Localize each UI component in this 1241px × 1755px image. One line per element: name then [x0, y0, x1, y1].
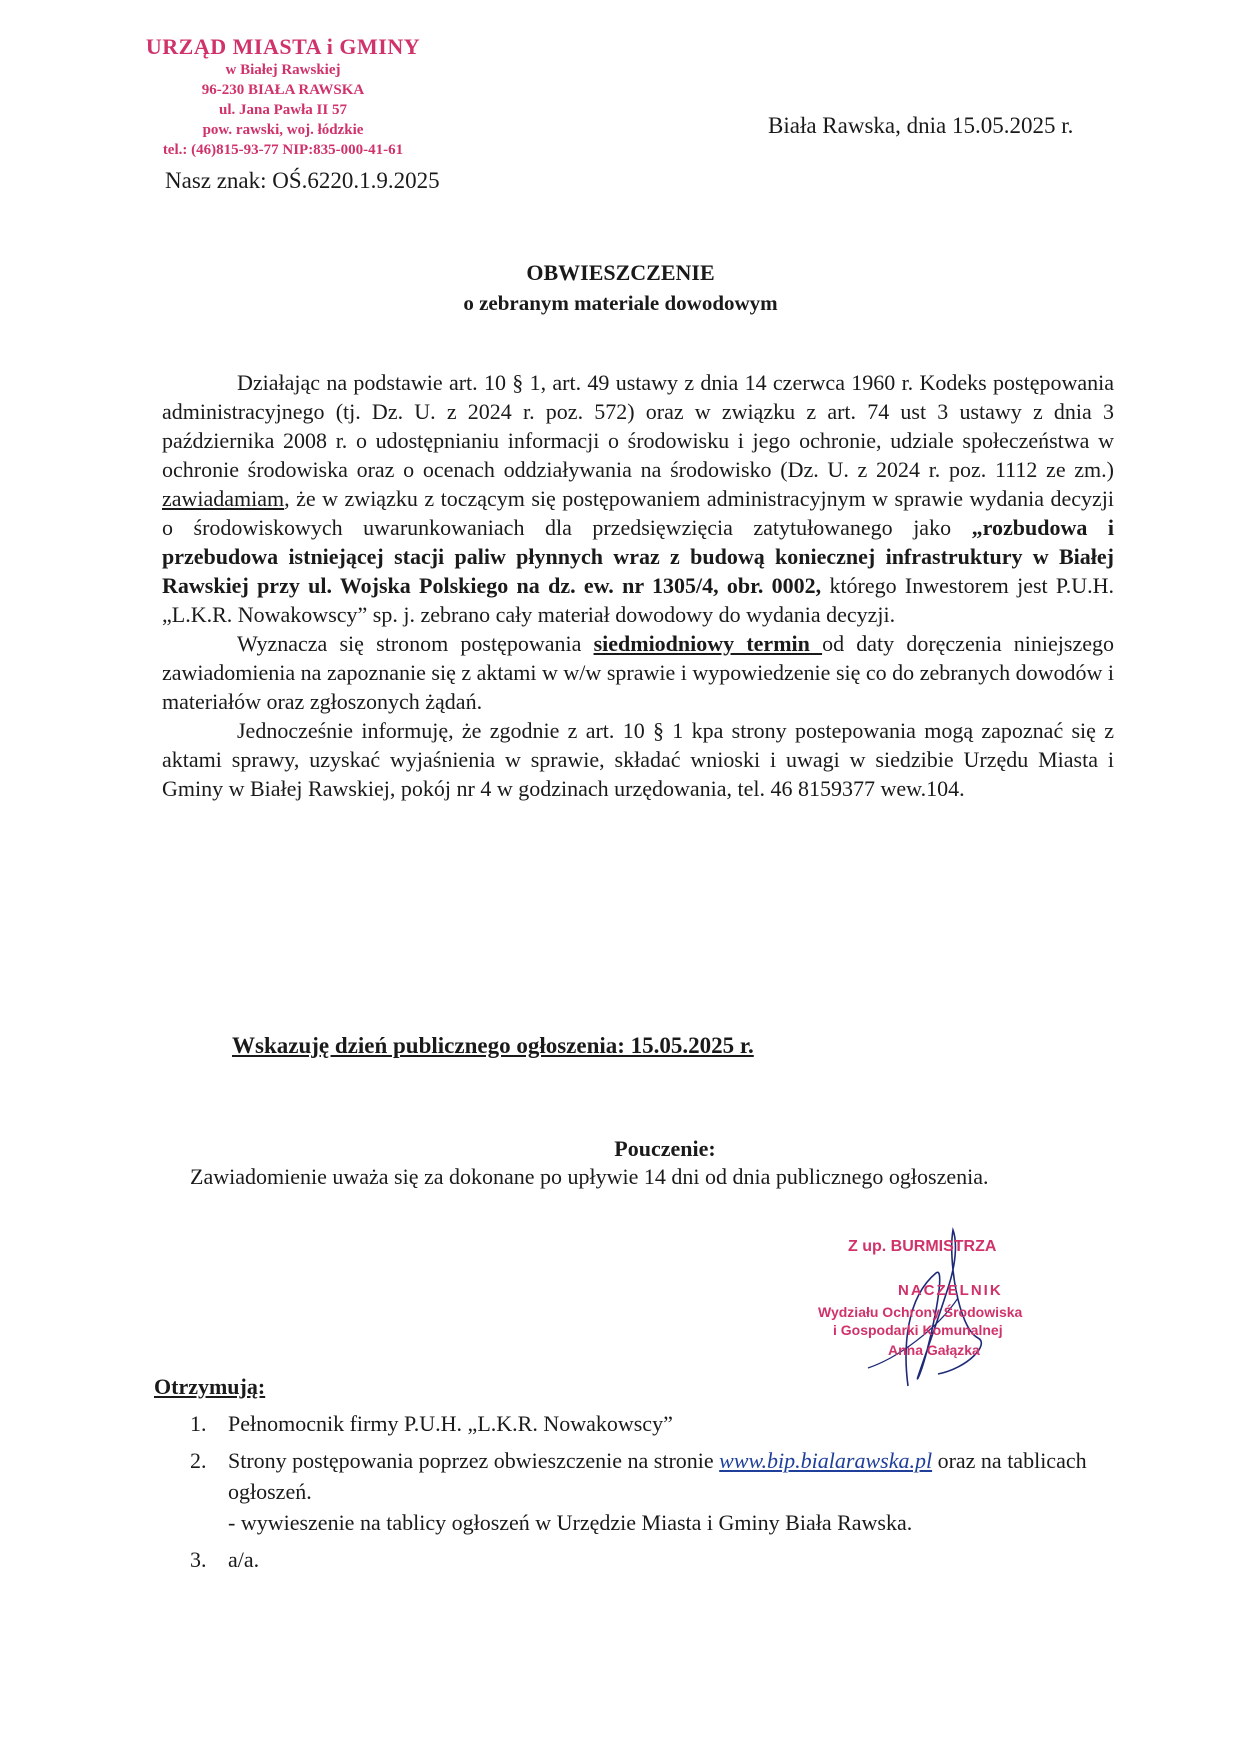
- recipients-heading: Otrzymują:: [154, 1374, 266, 1399]
- office-stamp: [118, 34, 448, 160]
- stamp-line: Anna Gałązka: [888, 1342, 980, 1358]
- text-run: od daty doręczenia niniejszego zawiadomienia na zapoznanie się z aktami w w/w sprawie i wypowiedzenie się co do zebranych dowodów i materiałów oraz zgłoszonych żądań.: [162, 631, 1114, 714]
- list-item-text: oraz na tablicach ogłoszeń.: [228, 1448, 1087, 1504]
- list-item-text: Pełnomocnik firmy P.U.H. „L.K.R. Nowakowscy”: [228, 1411, 673, 1436]
- list-item-subtext: - wywieszenie na tablicy ogłoszeń w Urzędzie Miasta i Gminy Biała Rawska.: [228, 1510, 913, 1535]
- paragraph-3: Jednocześnie informuję, że zgodnie z art. 10 § 1 kpa strony postepowania mogą zapoznać się z aktami sprawy, uzyskać wyjaśnienia w sprawie, składać wnioski i uwagi w siedzibie Urzędu Miasta i Gminy w Białej Rawskiej, pokój nr 4 w godzinach urzędowania, tel. 46 8159377 wew.104.: [162, 718, 1114, 801]
- deadline-text: siedmiodniowy termin: [593, 631, 823, 656]
- document-body: [162, 368, 1114, 803]
- stamp-line: tel.: (46)815-93-77 NIP:835-000-41-61: [162, 142, 404, 158]
- stamp-line: ul. Jana Pawła II 57: [219, 102, 347, 118]
- paragraph-1: [162, 368, 1114, 629]
- text-run: którego Inwestorem jest P.U.H. „L.K.R. Nowakowscy” sp. j. zebrano cały materiał dowodowy do wydania decyzji.: [162, 573, 1114, 627]
- document-title: OBWIESZCZENIE: [526, 260, 715, 285]
- list-number: 2.: [190, 1448, 207, 1473]
- recipients-list: [190, 1408, 1110, 1581]
- stamp-line: NACZELNIK: [898, 1282, 1003, 1299]
- stamp-line: URZĄD MIASTA i GMINY: [145, 34, 421, 59]
- list-item-text: a/a.: [228, 1547, 260, 1572]
- list-number: 1.: [190, 1411, 207, 1436]
- paragraph-2: [162, 629, 1114, 716]
- stamp-line: Wydziału Ochrony Środowiska: [818, 1304, 1023, 1320]
- stamp-line: Z up. BURMISTRZA: [848, 1238, 997, 1255]
- text-run: Działając na podstawie art. 10 § 1, art. 49 ustawy z dnia 14 czerwca 1960 r. Kodeks postępowania administracyjnego (tj. Dz. U. z 2024 r. poz. 572) oraz w związku z art. 74 ust 3 ustawy z dnia 3 października 2008 r. o udostępnianiu informacji o środowisku i jego ochronie, udziale społeczeństwa w ochronie środowiska oraz o ocenach oddziaływania na środowisko (Dz. U. z 2024 r. poz. 1112 ze zm.): [162, 370, 1114, 482]
- underlined-text: zawiadamiam: [162, 486, 285, 511]
- list-item: [190, 1544, 1110, 1575]
- reference-number: Nasz znak: OŚ.6220.1.9.2025: [165, 168, 440, 193]
- list-item: [190, 1445, 1110, 1538]
- text-run: , że w związku z toczącym się postępowaniem administracyjnym w sprawie wydania decyzji o środowiskowych uwarunkowaniach dla przedsięwzięcia zatytułowanego jako: [162, 486, 1114, 540]
- stamp-line: w Białej Rawskiej: [225, 62, 341, 78]
- stamp-line: 96-230 BIAŁA RAWSKA: [201, 82, 365, 98]
- signature-stamp: [808, 1218, 1038, 1398]
- publication-date: Wskazuję dzień publicznego ogłoszenia: 15.05.2025 r.: [232, 1033, 754, 1058]
- list-item: [190, 1408, 1110, 1439]
- list-number: 3.: [190, 1547, 207, 1572]
- project-name: „rozbudowa i przebudowa istniejącej stacji paliw płynnych wraz z budową koniecznej infrastruktury w Białej Rawskiej przy ul. Wojska Polskiego na dz. ew. nr 1305/4, obr. 0002,: [162, 515, 1114, 598]
- bip-link[interactable]: www.bip.bialarawska.pl: [719, 1448, 933, 1473]
- place-and-date: Biała Rawska, dnia 15.05.2025 r.: [768, 113, 1074, 138]
- title-block: [0, 258, 1241, 318]
- stamp-line: i Gospodarki Komunalnej: [833, 1322, 1003, 1338]
- instruction-text: Zawiadomienie uważa się za dokonane po upływie 14 dni od dnia publicznego ogłoszenia.: [190, 1164, 989, 1189]
- instruction-heading: Pouczenie:: [614, 1136, 716, 1161]
- text-run: Wyznacza się stronom postępowania: [237, 631, 594, 656]
- document-subtitle: o zebranym materiale dowodowym: [463, 291, 778, 315]
- stamp-line: pow. rawski, woj. łódzkie: [202, 122, 364, 138]
- list-item-text: Strony postępowania poprzez obwieszczenie na stronie: [228, 1448, 720, 1473]
